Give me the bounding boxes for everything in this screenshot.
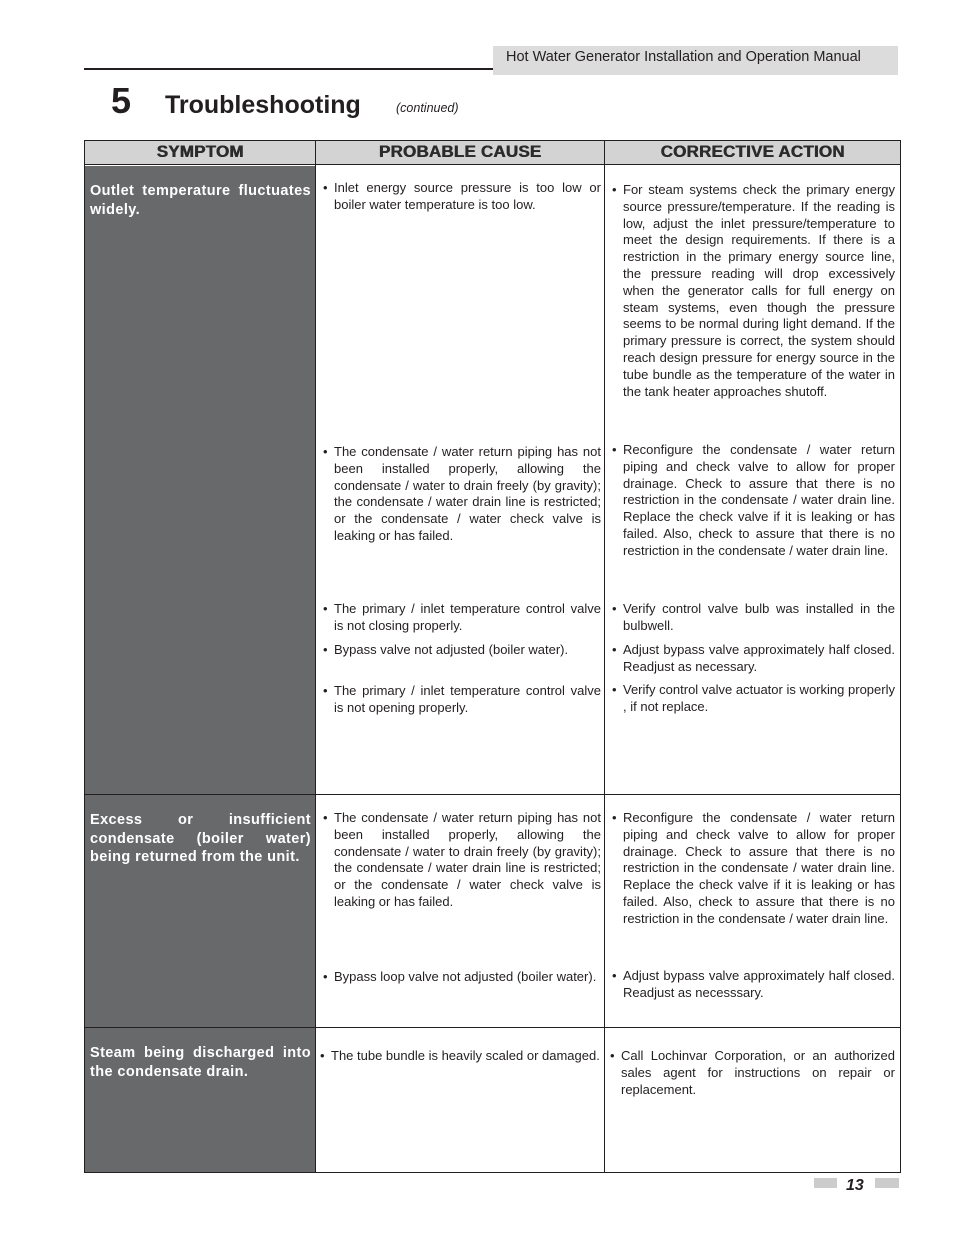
column-header-corrective-action: CORRECTIVE ACTION: [605, 141, 900, 165]
page-number: 13: [846, 1177, 864, 1194]
corrective-action-item: • Reconfigure the condensate / water return piping and check valve to allow for proper drainage. Check to assure that there is no restriction in the condensate / water drain line. Replace the check valve if it is leaking or has failed. Also, check to assure that there is no restriction in the condensate / water drain line.: [612, 810, 895, 928]
probable-cause-item: • Inlet energy source pressure is too low or boiler water temperature is too low.: [323, 180, 601, 214]
corrective-action-item: • Reconfigure the condensate / water return piping and check valve to allow for proper drainage. Check to assure that there is no restriction in the condensate / water drain line. Replace the check valve if it is leaking or has failed. Also, check to assure that there is no restriction in the condensate / water drain line.: [612, 442, 895, 560]
symptom-text: Excess or insufficient condensate (boiler water) being returned from the unit.: [90, 812, 311, 866]
corrective-action-item: • Verify control valve actuator is working properly , if not replace.: [612, 682, 895, 716]
column-header-probable-cause: PROBABLE CAUSE: [316, 141, 604, 165]
corrective-action-item: • Call Lochinvar Corporation, or an authorized sales agent for instructions on repair or replacement.: [610, 1048, 895, 1098]
probable-cause-item: • The condensate / water return piping has not been installed properly, allowing the condensate / water to drain freely (by gravity); the condensate / water drain line is restricted; or the condensate / water check valve is leaking or has failed.: [323, 444, 601, 545]
probable-cause-item: • The tube bundle is heavily scaled or damaged.: [320, 1048, 601, 1065]
chapter-title: Troubleshooting: [165, 91, 361, 119]
symptom-text: Steam being discharged into the condensate drain.: [90, 1045, 311, 1080]
chapter-continued-note: (continued): [396, 101, 459, 115]
column-divider: [604, 141, 605, 1172]
corrective-action-item: • Verify control valve bulb was installed in the bulbwell.: [612, 601, 895, 635]
page-number-bar-left: [814, 1178, 837, 1188]
row-divider: [85, 794, 900, 795]
corrective-action-item: • Adjust bypass valve approximately half closed. Readjust as necessary.: [612, 642, 895, 676]
corrective-action-item: • For steam systems check the primary energy source pressure/temperature. If the reading is low, adjust the inlet pressure/temperature to meet the design requirements. If there is a restriction in the primary energy source line, the pressure reading will drop excessively when the generator calls for full energy on steam systems, even though the pressure seems to be normal during light demand. If the primary pressure is correct, the system should reach design pressure for energy source in the tube bundle as the temperature of the water in the tank heater approaches shutoff.: [612, 182, 895, 400]
probable-cause-item: • Bypass valve not adjusted (boiler water).: [323, 642, 601, 659]
probable-cause-item: • The primary / inlet temperature control valve is not opening properly.: [323, 683, 601, 717]
manual-title: Hot Water Generator Installation and Operation Manual: [493, 46, 898, 75]
row-divider: [85, 1027, 900, 1028]
column-divider: [315, 141, 316, 1172]
symptom-cell: [85, 166, 315, 794]
probable-cause-item: • Bypass loop valve not adjusted (boiler water).: [323, 969, 601, 986]
probable-cause-item: • The primary / inlet temperature control valve is not closing properly.: [323, 601, 601, 635]
page-number-bar-right: [875, 1178, 899, 1188]
header-rule: [84, 68, 494, 70]
probable-cause-item: • The condensate / water return piping has not been installed properly, allowing the condensate / water to drain freely (by gravity); the condensate / water drain line is restricted; or the condensate / water check valve is leaking or has failed.: [323, 810, 601, 911]
chapter-number: 5: [111, 80, 132, 121]
column-header-symptom: SYMPTOM: [85, 141, 315, 165]
corrective-action-item: • Adjust bypass valve approximately half closed. Readjust as necesssary.: [612, 968, 895, 1002]
symptom-text: Outlet temperature fluctuates widely.: [90, 183, 311, 218]
